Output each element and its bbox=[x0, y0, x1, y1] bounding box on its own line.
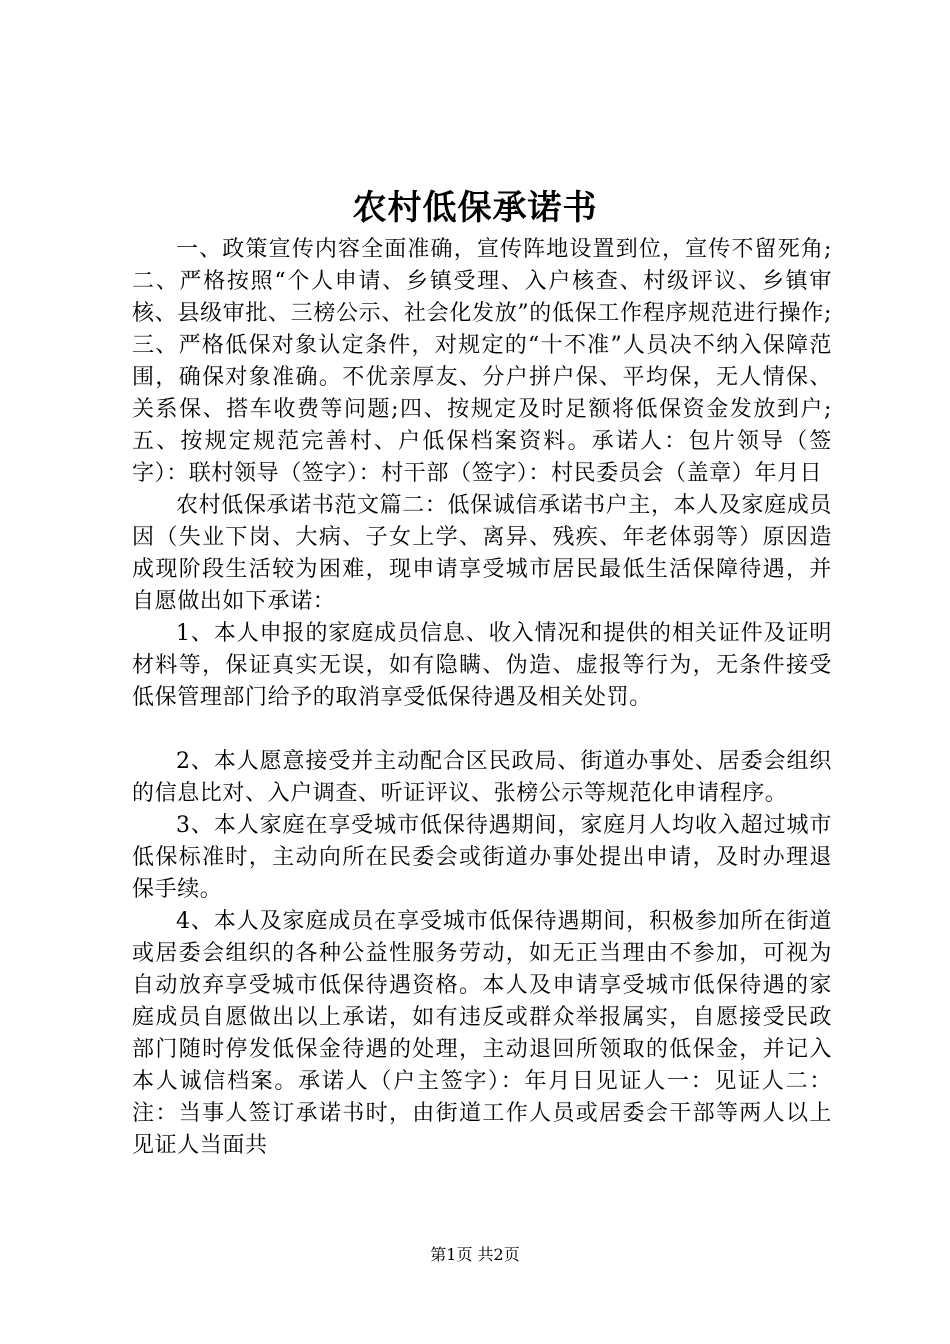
paragraph-commitment-items: 一、政策宣传内容全面准确，宣传阵地设置到位，宣传不留死角;二、严格按照“个人申请、乡镇受理、入户核查、村级评议、乡镇审核、县级审批、三榜公示、社会化发放”的低保工作程序规范进行操作;三、严格低保对象认定条件，对规定的“十不准”人员决不纳入保障范围，确保对象准确。不优亲厚友、分户拼户保、平均保，无人情保、关系保、搭车收费等问题;四、按规定及时足额将低保资金发放到户;五、按规定规范完善村、户低保档案资料。承诺人：包片领导（签字）：联村领导（签字）：村干部（签字）：村民委员会（盖章）年月日 bbox=[132, 237, 832, 486]
paragraph-item-4: 4、本人及家庭成员在享受城市低保待遇期间，积极参加所在街道或居委会组织的各种公益性服务劳动，如无正当理由不参加，可视为自动放弃享受城市低保待遇资格。本人及申请享受城市低保待遇的家庭成员自愿做出以上承诺，如有违反或群众举报属实，自愿接受民政部门随时停发低保金待遇的处理，主动退回所领取的低保金，并记入本人诚信档案。承诺人（户主签字）：年月日见证人一：见证人二：注：当事人签订承诺书时，由街道工作人员或居委会干部等两人以上见证人当面共 bbox=[132, 909, 832, 1158]
paragraph-item-1: 1、本人申报的家庭成员信息、收入情况和提供的相关证件及证明材料等，保证真实无误，如有隐瞒、伪造、虚报等行为，无条件接受低保管理部门给予的取消享受低保待遇及相关处罚。 bbox=[132, 621, 832, 710]
document-title: 农村低保承诺书 bbox=[352, 188, 598, 228]
document-body bbox=[132, 234, 832, 1162]
paragraph-sample-two-intro: 农村低保承诺书范文篇二：低保诚信承诺书户主，本人及家庭成员因（失业下岗、大病、子女上学、离异、残疾、年老体弱等）原因造成现阶段生活较为困难，现申请享受城市居民最低生活保障待遇，并自愿做出如下承诺： bbox=[132, 493, 832, 614]
paragraph-item-2: 2、本人愿意接受并主动配合区民政局、街道办事处、居委会组织的信息比对、入户调查、听证评议、张榜公示等规范化申请程序。 bbox=[132, 749, 832, 806]
page-footer: 第1页 共2页 bbox=[430, 1245, 520, 1264]
paragraph-item-3: 3、本人家庭在享受城市低保待遇期间，家庭月人均收入超过城市低保标准时，主动向所在民委会或街道办事处提出申请，及时办理退保手续。 bbox=[132, 813, 832, 902]
